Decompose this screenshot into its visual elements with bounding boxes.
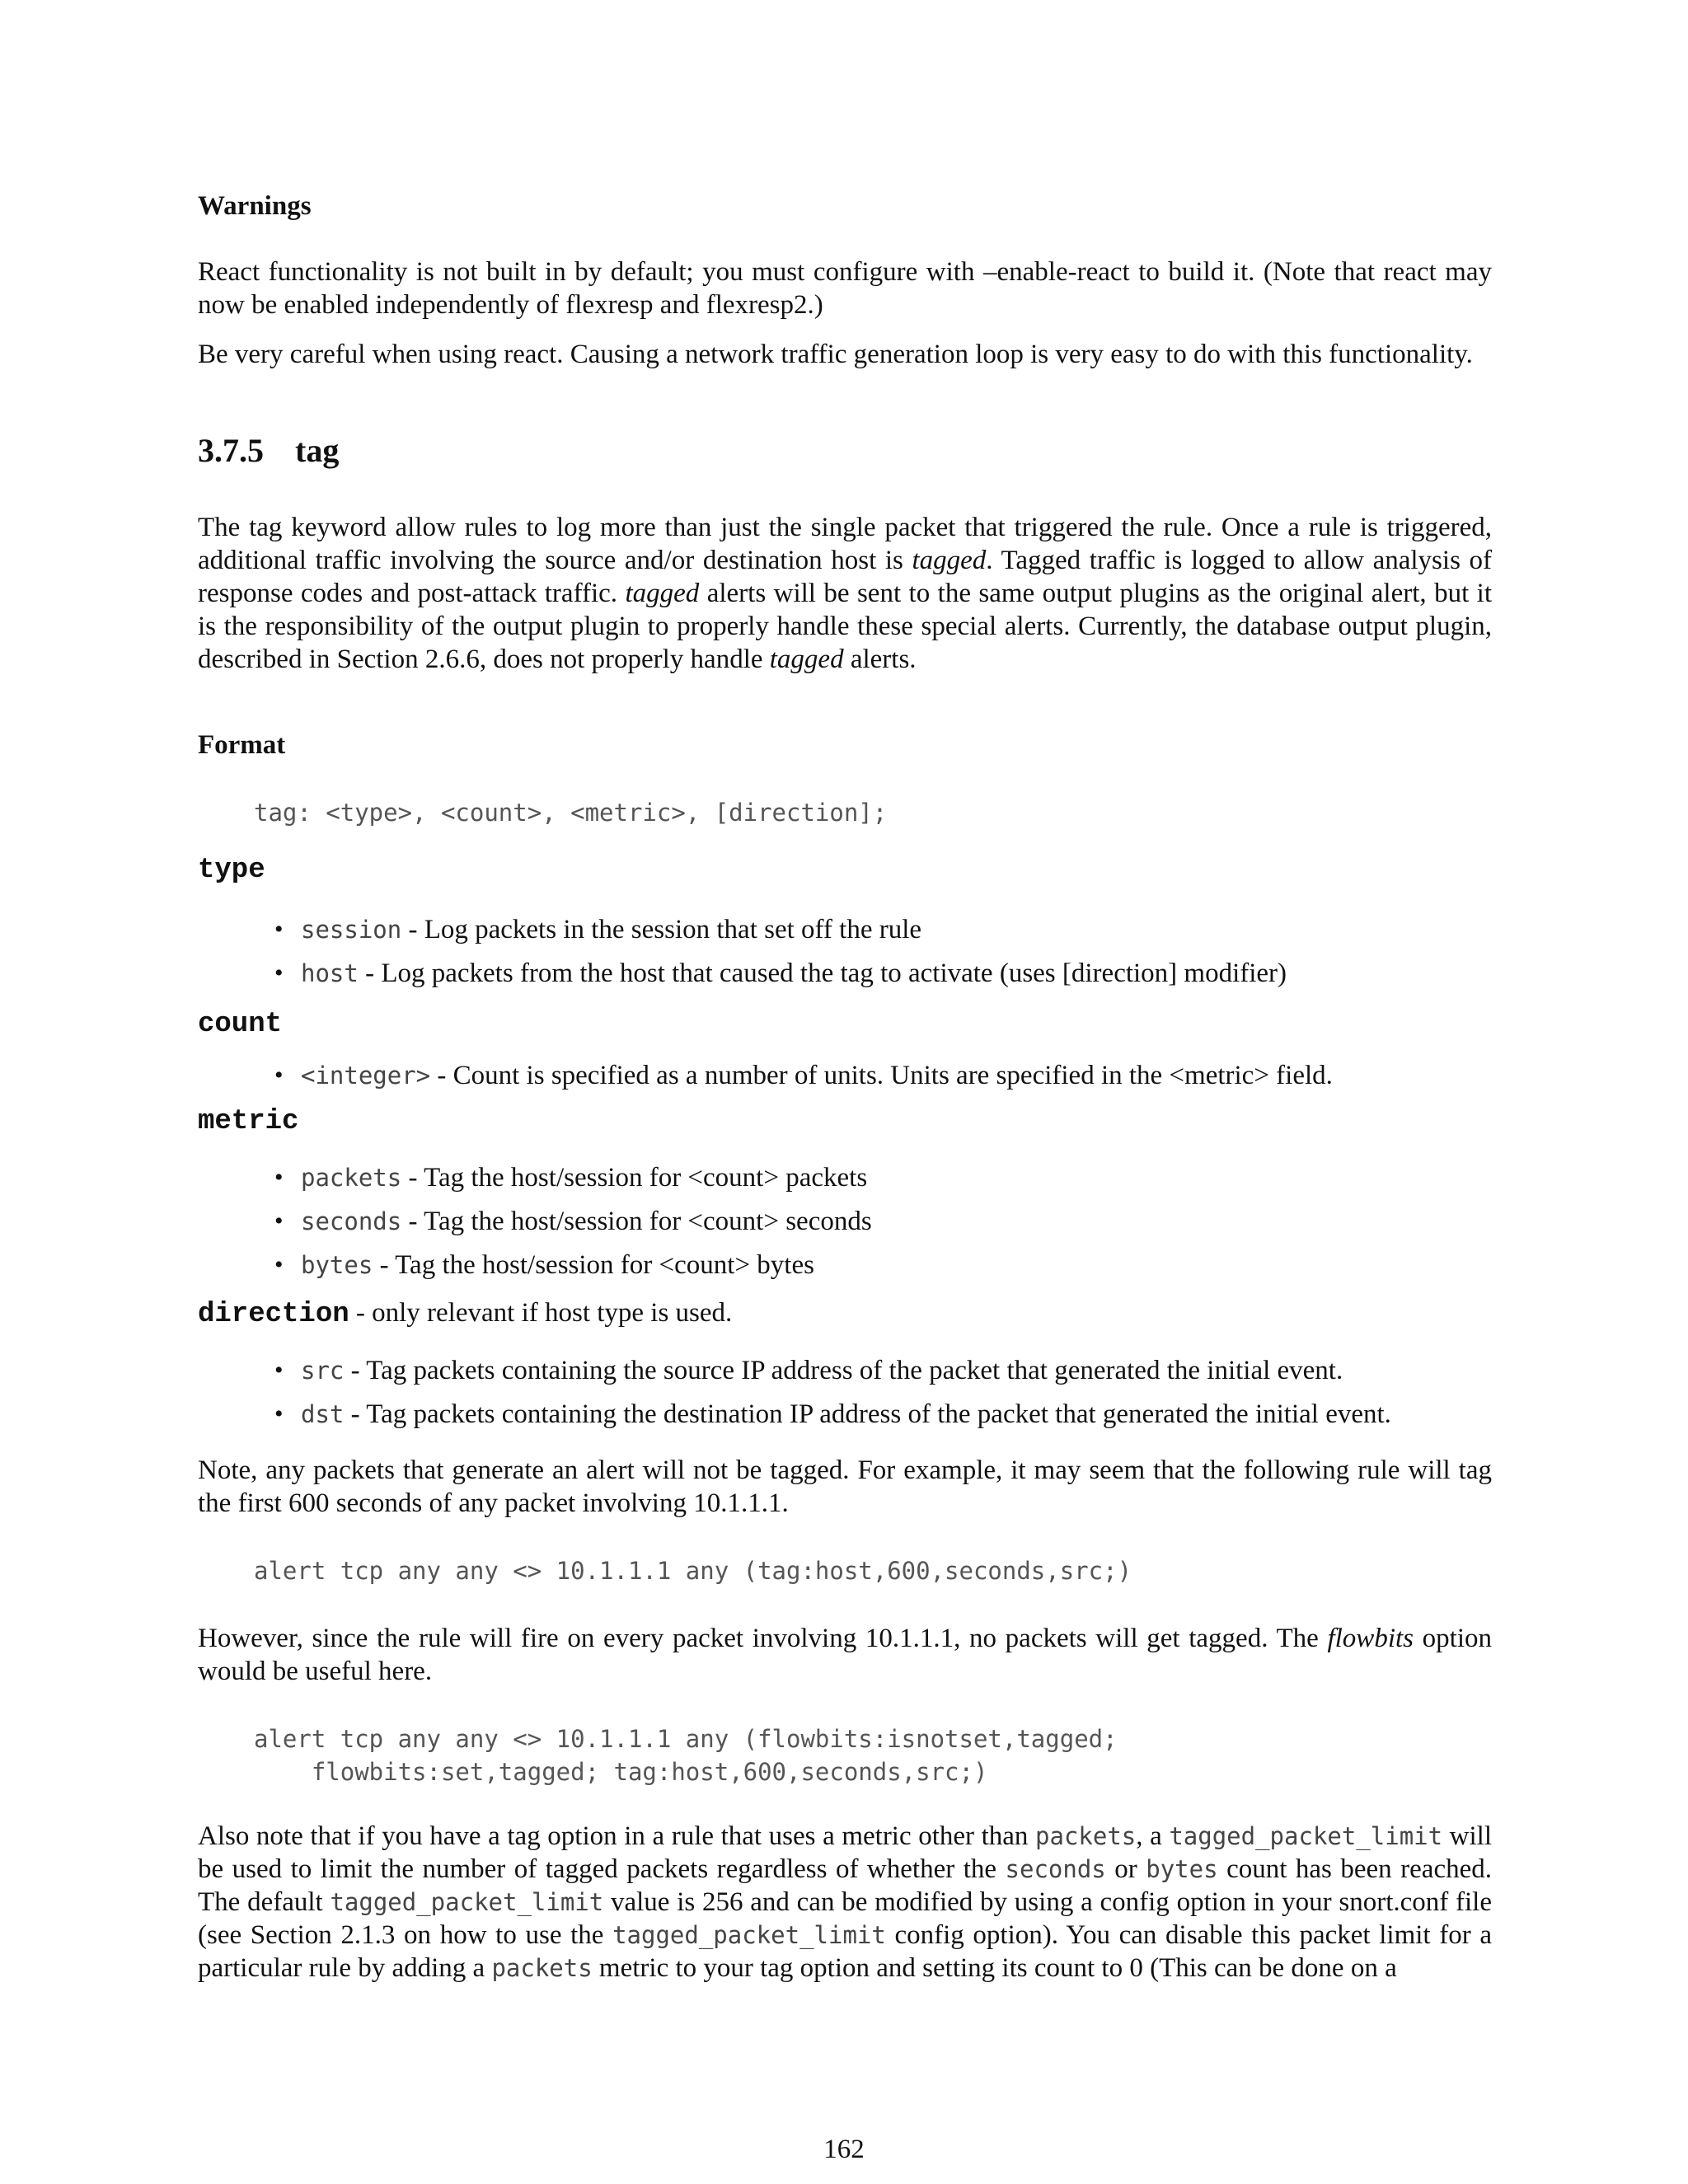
- list-item: • src - Tag packets containing the source IP address of the packet that generated the initial event.: [274, 1356, 1343, 1385]
- list-item: • <integer> - Count is specified as a number of units. Units are specified in the <metric> field.: [274, 1061, 1333, 1090]
- example-code-2-line-1: alert tcp any any <> 10.1.1.1 any (flowbits:isnotset,tagged;: [254, 1725, 1118, 1753]
- warnings-paragraph-1: React functionality is not built in by default; you must configure with –enable-react to build it. (Note that react may now be enabled independently of flexresp and flexresp2.): [198, 257, 1492, 320]
- page-number: 162: [823, 2135, 865, 2164]
- example-code-2-line-2: flowbits:set,tagged; tag:host,600,seconds,src;): [254, 1758, 988, 1786]
- metric-list: [198, 1161, 1492, 1282]
- section-number: 3.7.5: [198, 432, 264, 469]
- type-list: [198, 913, 1492, 990]
- list-item: • packets - Tag the host/session for <count> packets: [274, 1163, 868, 1193]
- type-label: type: [198, 855, 265, 886]
- list-item: • seconds - Tag the host/session for <count> seconds: [274, 1207, 872, 1236]
- count-list: [198, 1059, 1492, 1092]
- list-item: • session - Log packets in the session that set off the rule: [274, 915, 922, 944]
- direction-line: direction - only relevant if host type is used.: [198, 1298, 733, 1330]
- section-heading: [198, 430, 1492, 471]
- tag-intro-paragraph: The tag keyword allow rules to log more than just the single packet that triggered the rule. Once a rule is triggered, additional traffic involving the source and/or destination host is tagged. Tagged traffic is logged to allow analysis of response codes and post-attack traffic. tagged alerts will be sent to the same output plugins as the original alert, but it is the responsibility of the output plugin to properly handle these special alerts. Currently, the database output plugin, described in Section 2.6.6, does not properly handle tagged alerts.: [198, 513, 1493, 674]
- list-item: • host - Log packets from the host that caused the tag to activate (uses [direction] modifier): [274, 958, 1287, 988]
- example-code-1: alert tcp any any <> 10.1.1.1 any (tag:host,600,seconds,src;): [254, 1557, 1132, 1585]
- direction-label: direction: [198, 1299, 349, 1330]
- format-code: tag: <type>, <count>, <metric>, [direction];: [254, 799, 888, 827]
- format-heading: Format: [198, 730, 286, 760]
- warnings-paragraph-2: Be very careful when using react. Causing a network traffic generation loop is very easy to do with this functionality.: [198, 340, 1473, 369]
- count-label: count: [198, 1009, 283, 1040]
- section-title: tag: [295, 432, 340, 469]
- metric-label: metric: [198, 1106, 299, 1137]
- list-item: • bytes - Tag the host/session for <count> bytes: [274, 1250, 814, 1280]
- note-paragraph-1: Note, any packets that generate an alert will not be tagged. For example, it may seem that the following rule will tag the first 600 seconds of any packet involving 10.1.1.1.: [198, 1455, 1492, 1518]
- note-paragraph-2: However, since the rule will fire on every packet involving 10.1.1.1, no packets will get tagged. The flowbits option would be useful here.: [198, 1624, 1492, 1686]
- final-paragraph: Also note that if you have a tag option in a rule that uses a metric other than packets, a tagged_packet_limit will be used to limit the number of tagged packets regardless of whether the seconds or bytes count has been reached. The default tagged_packet_limit value is 256 and can be modified by using a config option in your snort.conf file (see Section 2.1.3 on how to use the tagged_packet_limit config option). You can disable this packet limit for a particular rule by adding a packets metric to your tag option and setting its count to 0 (This can be done on a: [198, 1821, 1493, 1983]
- list-item: • dst - Tag packets containing the destination IP address of the packet that generated the initial event.: [274, 1399, 1391, 1429]
- direction-list: [198, 1354, 1492, 1431]
- warnings-heading: Warnings: [198, 191, 312, 221]
- page-body: [198, 190, 1492, 1985]
